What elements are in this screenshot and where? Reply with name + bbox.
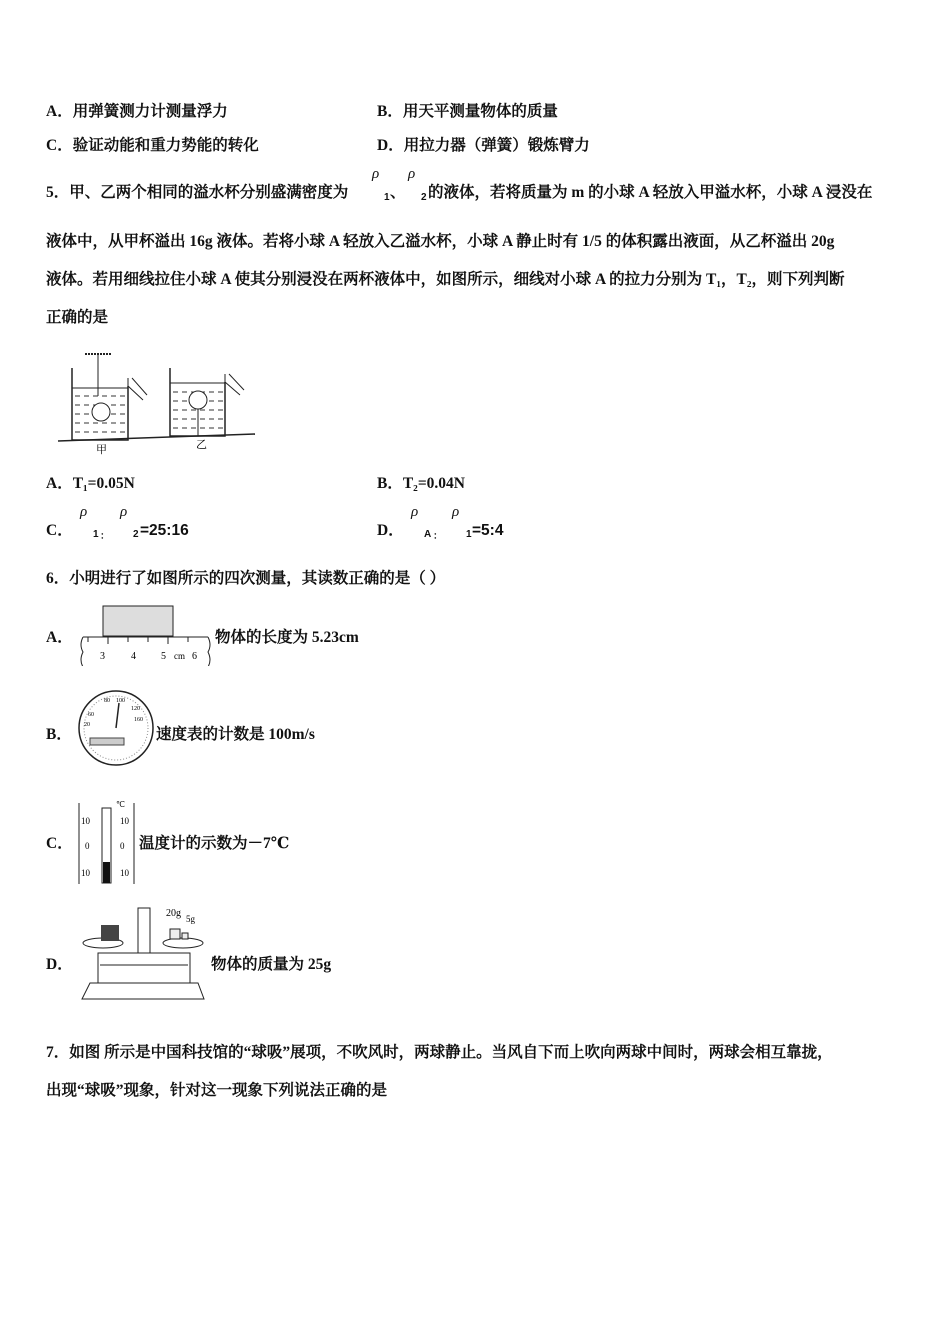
thermo-tick: 10 <box>120 868 129 878</box>
q6-option-a-text: 物体的长度为 5.23cm <box>215 629 359 646</box>
q6-stem: 6．小明进行了如图所示的四次测量，其读数正确的是（ ） <box>46 570 446 587</box>
rho-symbol: ρ <box>372 166 380 182</box>
q5-option-a: A．T₁=0.05N <box>46 475 135 492</box>
cup-label-jia: 甲 <box>96 444 107 456</box>
ruler-unit: cm <box>174 651 185 661</box>
colon: ： <box>433 531 443 542</box>
thermometer-figure <box>76 798 138 886</box>
balance-scale-figure <box>78 903 210 1005</box>
q4-option-a: A．用弹簧测力计测量浮力 <box>46 103 228 120</box>
cup-label-yi: 乙 <box>196 439 207 451</box>
colon: ： <box>100 531 110 542</box>
rho-symbol: ρ <box>408 166 416 182</box>
q6-option-c-label: C． <box>46 835 73 852</box>
speed-tick: 160 <box>134 717 143 723</box>
ruler-tick: 3 <box>100 651 105 662</box>
ruler-tick: 4 <box>131 651 136 662</box>
weight-20g-label: 20g <box>166 908 181 919</box>
q5-option-d-value: =5:4 <box>472 522 504 539</box>
subscript: 2 <box>133 529 139 540</box>
q4-option-d: D．用拉力器（弹簧）锻炼臂力 <box>377 137 590 154</box>
speedometer-figure <box>76 688 156 768</box>
ruler-figure <box>78 604 214 666</box>
ruler-tick: 6 <box>192 651 197 662</box>
q5-option-b: B．T₂=0.04N <box>377 475 465 492</box>
q5-option-c-value: =25:16 <box>140 522 189 539</box>
speed-tick: 80 <box>104 698 110 704</box>
thermo-unit: ℃ <box>116 800 125 809</box>
rho-symbol: ρ <box>452 504 460 520</box>
thermo-tick: 10 <box>120 816 129 826</box>
q5-line1-pre: 5．甲、乙两个相同的溢水杯分别盛满密度为 <box>46 184 349 201</box>
separator: 、 <box>390 184 406 201</box>
subscript: 1 <box>466 529 472 540</box>
q6-option-d-label: D． <box>46 956 73 973</box>
subscript: 1 <box>384 192 390 203</box>
thermo-tick: 0 <box>85 841 90 851</box>
speed-tick: 60 <box>88 712 94 718</box>
speed-tick: 120 <box>131 706 140 712</box>
q6-option-b-label: B． <box>46 726 72 743</box>
q6-option-b-text: 速度表的计数是 100m/s <box>156 726 315 743</box>
thermo-tick: 10 <box>81 816 90 826</box>
q6-option-a-label: A． <box>46 629 73 646</box>
q5-line4: 正确的是 <box>46 309 109 326</box>
q5-line3: 液体。若用细线拉住小球 A 使其分别浸没在两杯液体中，如图所示，细线对小球 A 的拉力分别为 T₁，T₂，则下列判断 <box>46 271 845 288</box>
rho-symbol: ρ <box>411 504 419 520</box>
rho-symbol: ρ <box>120 504 128 520</box>
subscript: 2 <box>421 192 427 203</box>
rho-symbol: ρ <box>80 504 88 520</box>
q5-option-d-label: D． <box>377 522 404 539</box>
q6-option-c-text: 温度计的示数为－7℃ <box>139 835 290 852</box>
q6-option-d-text: 物体的质量为 25g <box>211 956 332 973</box>
speed-tick: 20 <box>84 722 90 728</box>
q4-option-b: B．用天平测量物体的质量 <box>377 103 558 120</box>
ruler-tick: 5 <box>161 651 166 662</box>
speed-tick: 100 <box>116 698 125 704</box>
q7-line1: 7．如图 所示是中国科技馆的“球吸”展项，不吹风时，两球静止。当风自下而上吹向两球中间时，两球会相互靠拢， <box>46 1044 833 1061</box>
q4-option-c: C．验证动能和重力势能的转化 <box>46 137 259 154</box>
subscript: A <box>424 529 432 540</box>
weight-5g-label: 5g <box>186 914 195 924</box>
thermo-tick: 10 <box>81 868 90 878</box>
q7-line2: 出现“球吸”现象，针对这一现象下列说法正确的是 <box>46 1082 388 1099</box>
q5-line1-post: 的液体，若将质量为 m 的小球 A 轻放入甲溢水杯，小球 A 浸没在 <box>428 184 873 201</box>
q5-option-c-label: C． <box>46 522 73 539</box>
overflow-cups-figure <box>50 350 260 460</box>
thermo-tick: 0 <box>120 841 125 851</box>
q5-line2: 液体中，从甲杯溢出 16g 液体。若将小球 A 轻放入乙溢水杯，小球 A 静止时有 1/5 的体积露出液面，从乙杯溢出 20g <box>46 233 835 250</box>
subscript: 1 <box>93 529 99 540</box>
